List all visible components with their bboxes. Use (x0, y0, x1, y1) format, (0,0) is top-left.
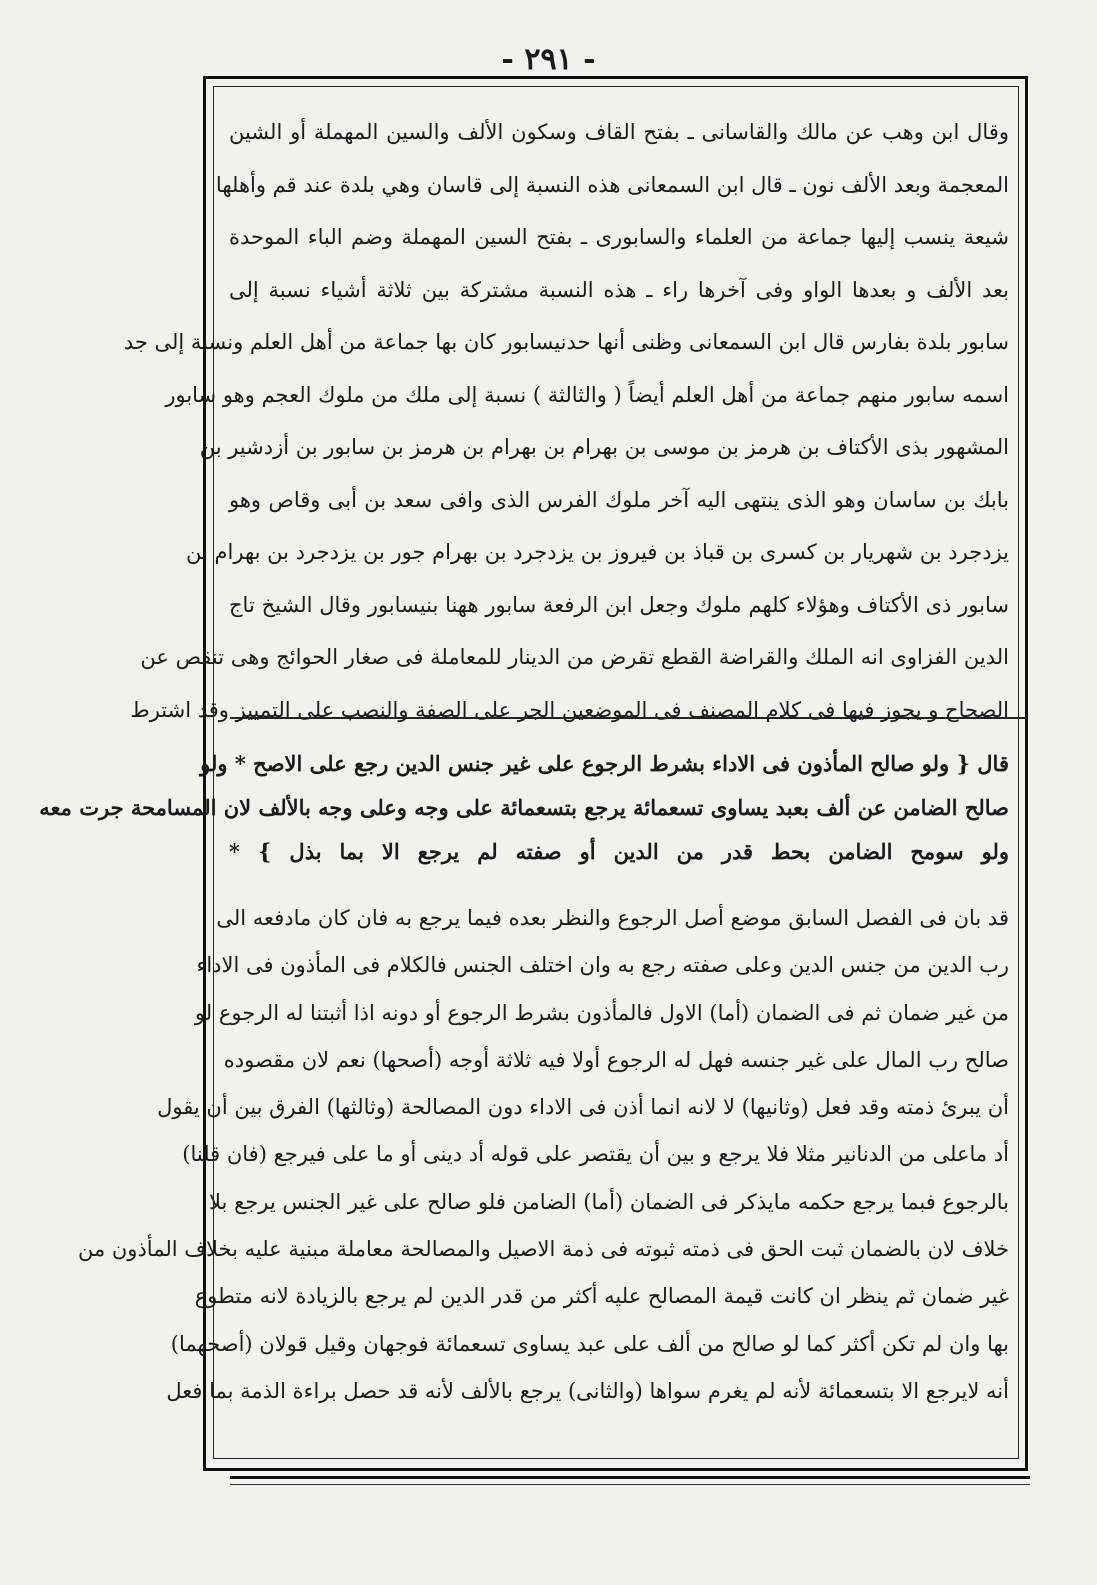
bottom-rule-thin (230, 1484, 1030, 1485)
page-number: - ٢٩١ - (501, 42, 596, 77)
text-line: رب الدين من جنس الدين وعلى صفته رجع به وان اختلف الجنس فالكلام فى المأذون فى الاداء (196, 953, 1009, 978)
text-line: صالح الضامن عن ألف بعبد يساوى تسعمائة يرجع بتسعمائة على وجه وعلى وجه بالألف لان المسامحة جرت معه (39, 795, 1009, 820)
text-line: ولو سومح الضامن بحط قدر من الدين أو صفته لم يرجع الا بما بذل } * (229, 839, 1009, 864)
text-line: الدين الفزاوى انه الملك والقراضة القطع تقرض من الدينار للمعاملة فى صغار الحوائج وهى تنقص عن (140, 645, 1009, 669)
text-line: الصحاح و يجوز فيها فى كلام المصنف فى الموضعين الجر على الصفة والنصب على التمييز وقد اشترط (130, 697, 1009, 722)
text-line: أن يبرئ ذمته وقد فعل (وثانيها) لا لانه انما أذن فى الاداء دون المصالحة (وثالثها) الفرق بين أن يقول (157, 1095, 1009, 1120)
text-line: قد بان فى الفصل السابق موضع أصل الرجوع والنظر بعده فيما يرجع به فان كان مادفعه الى (216, 906, 1009, 930)
text-line: بها وان لم تكن أكثر كما لو صالح من ألف على عبد يساوى تسعمائة فوجهان وقيل قولان (أصحهما) (170, 1331, 1009, 1356)
text-line: بالرجوع فبما يرجع حكمه مايذكر فى الضمان (أما) الضامن فلو صالح على غير الجنس يرجع بلا (209, 1189, 1009, 1214)
text-line: من غير ضمان ثم فى الضمان (أما) الاول فالمأذون بشرط الرجوع أو دونه اذا أثبتنا له الرجوع لو (194, 1000, 1009, 1025)
text-line: بابك بن ساسان وهو الذى ينتهى اليه آخر ملوك الفرس الذى وافى سعد بن أبى وقاص وهو (229, 487, 1009, 512)
text-line: قال { ولو صالح المأذون فى الاداء بشرط الرجوع على غير جنس الدين رجع على الاصح * ولو (200, 751, 1009, 776)
text-line: بعد الألف و بعدها الواو وفى آخرها راء ـ هذه النسبة مشتركة بين ثلاثة أشياء نسبة إلى (229, 277, 1009, 302)
section-divider (230, 717, 1026, 719)
text-line: المشهور بذى الأكتاف بن هرمز بن موسى بن بهرام بن بهرام بن هرمز بن سابور بن أزدشير بن (199, 435, 1009, 459)
main-text-matn (39, 742, 1009, 874)
text-line: خلاف لان بالضمان ثبت الحق فى ذمته ثبوته فى ذمة الاصيل والمصالحة معاملة مبنية عليه بخلاف المأذون من (77, 1237, 1009, 1262)
text-line: أنه لايرجع الا بتسعمائة لأنه لم يغرم سواها (والثانى) يرجع بالألف لأنه قد حصل براءة الذمة بما فعل (166, 1378, 1009, 1403)
text-line: اسمه سابور منهم جماعة من أهل العلم أيضاً ( والثالثة ) نسبة إلى ملك من ملوك العجم وهو سابور (165, 382, 1009, 407)
text-line: شيعة ينسب إليها جماعة من العلماء والسابورى ـ بفتح السين المهملة وضم الباء الموحدة (229, 225, 1009, 249)
commentary-top (123, 106, 1009, 736)
commentary-bottom (77, 895, 1009, 1415)
text-line: سابور بلدة بفارس قال ابن السمعانى وظنى أنها حدنيسابور كان بها جماعة من أهل العلم ونسبة إلى جد (123, 330, 1009, 354)
text-line: وقال ابن وهب عن مالك والقاسانى ـ بفتح القاف وسكون الألف والسين المهملة أو الشين (229, 120, 1009, 144)
text-line: صالح رب المال على غير جنسه فهل له الرجوع أولا فيه ثلاثة أوجه (أصحها) نعم لان مقصوده (223, 1047, 1009, 1072)
text-line: غير ضمان ثم ينظر ان كانت قيمة المصالح عليه أكثر من قدر الدين لم يرجع بالزيادة لانه متطوع (194, 1284, 1009, 1309)
text-line: يزدجرد بن شهريار بن كسرى بن قباذ بن فيروز بن يزدجرد بن بهرام جور بن يزدجرد بن بهرام بن (186, 540, 1009, 564)
text-line: المعجمة وبعد الألف نون ـ قال ابن السمعانى هذه النسبة إلى قاسان وهي بلدة عند قم وأهلها (215, 172, 1009, 197)
text-line: سابور ذى الأكتاف وهؤلاء كلهم ملوك وجعل ابن الرفعة سابور ههنا بنيسابور وقال الشيخ تاج (229, 592, 1009, 617)
text-line: أد ماعلى من الدنانير مثلا فلا يرجع و بين أن يقتصر على قوله أد دينى أو ما على فيرجع (فان قلنا) (182, 1142, 1009, 1167)
bottom-rule (230, 1476, 1030, 1479)
